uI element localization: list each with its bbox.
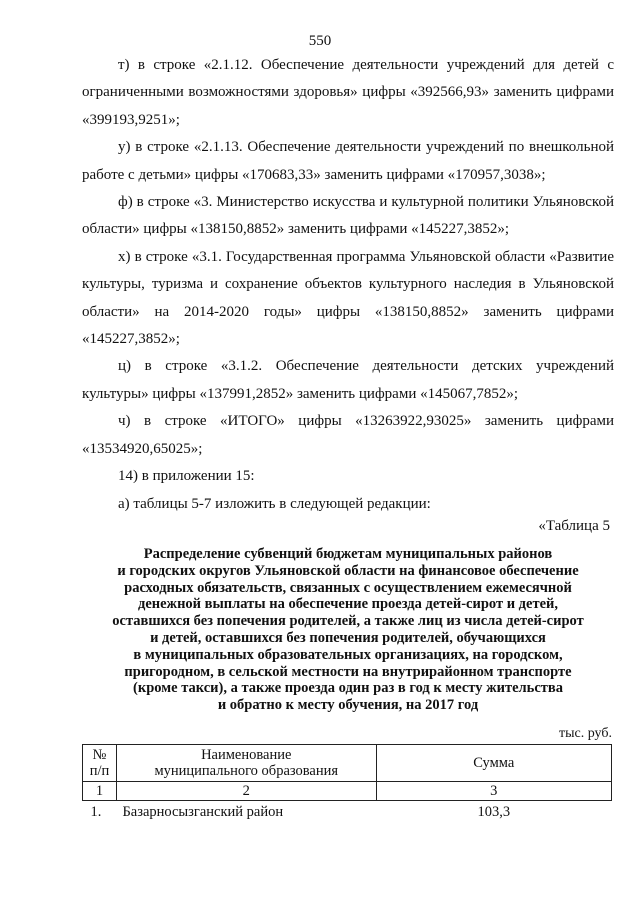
table-title bbox=[82, 546, 614, 714]
table-title-line: пригородном, в сельской местности на внутрирайонном транспорте bbox=[124, 663, 572, 680]
header-number-line: п/п bbox=[89, 763, 110, 779]
row-number: 1. bbox=[90, 804, 102, 820]
header-name bbox=[116, 745, 376, 782]
row-sum: 103,3 bbox=[477, 804, 511, 820]
subvention-table bbox=[82, 744, 612, 820]
table-title-line: в муниципальных образовательных организациях, на городском, bbox=[133, 646, 563, 663]
column-number: 2 bbox=[116, 782, 376, 801]
amendment-list bbox=[82, 52, 614, 518]
amendment-item: ц) в строке «3.1.2. Обеспечение деятельности детских учреждений культуры» цифры «137991,2852» заменить цифрами «145067,7852»; bbox=[82, 358, 614, 402]
header-name-line: Наименование bbox=[201, 747, 292, 763]
table-title-line: (кроме такси), а также проезда один раз в год к месту жительства bbox=[133, 680, 563, 697]
unit-label: тыс. руб. bbox=[559, 726, 612, 741]
table-title-line: оставшихся без попечения родителей, а также лиц из числа детей-сирот bbox=[112, 613, 584, 630]
table-title-line: расходных обязательств, связанных с осуществлением ежемесячной bbox=[124, 579, 572, 596]
amendment-item: у) в строке «2.1.13. Обеспечение деятельности учреждений по внешкольной работе с детьми» цифры «170683,33» заменить цифрами «170957,3038»; bbox=[82, 139, 614, 183]
amendment-item: т) в строке «2.1.12. Обеспечение деятельности учреждений для детей с ограниченными возможностями здоровья» цифры «392566,93» заменить цифрами «399193,9251»; bbox=[82, 57, 614, 128]
table-title-line: Распределение субвенций бюджетам муниципальных районов bbox=[143, 546, 553, 562]
header-name-line: муниципального образования bbox=[154, 763, 339, 779]
amendment-item: а) таблицы 5-7 изложить в следующей редакции: bbox=[118, 495, 431, 512]
row-municipality: Базарносызганский район bbox=[122, 804, 284, 820]
table-title-line: и обратно к месту обучения, на 2017 год bbox=[217, 697, 479, 714]
page-number: 550 bbox=[308, 33, 332, 49]
table-header-row bbox=[83, 745, 612, 782]
column-number: 1 bbox=[83, 782, 117, 801]
header-number-line: № bbox=[92, 747, 107, 763]
column-number-row bbox=[83, 782, 612, 801]
column-number: 3 bbox=[376, 782, 611, 801]
header-number bbox=[83, 745, 117, 782]
table-row bbox=[83, 801, 612, 821]
table-title-line: денежной выплаты на обеспечение проезда детей-сирот и детей, bbox=[138, 596, 558, 613]
table-reference: «Таблица 5 bbox=[538, 518, 610, 534]
amendment-item: 14) в приложении 15: bbox=[118, 468, 255, 485]
amendment-item: х) в строке «3.1. Государственная программа Ульяновской области «Развитие культуры, туризма и сохранение объектов культурного наследия в Ульяновской области» на 2014-2020 годы» цифры «138150,8852» заменить цифрами «145227,3852»; bbox=[82, 248, 614, 348]
header-sum: Сумма bbox=[376, 745, 611, 782]
amendment-item: ч) в строке «ИТОГО» цифры «13263922,93025» заменить цифрами «13534920,65025»; bbox=[82, 413, 614, 457]
amendment-item: ф) в строке «3. Министерство искусства и культурной политики Ульяновской области» цифры «138150,8852» заменить цифрами «145227,3852»; bbox=[82, 194, 614, 238]
table-title-line: и детей, оставшихся без попечения родителей, обучающихся bbox=[150, 629, 546, 646]
table-title-line: и городских округов Ульяновской области на финансовое обеспечение bbox=[117, 562, 579, 579]
